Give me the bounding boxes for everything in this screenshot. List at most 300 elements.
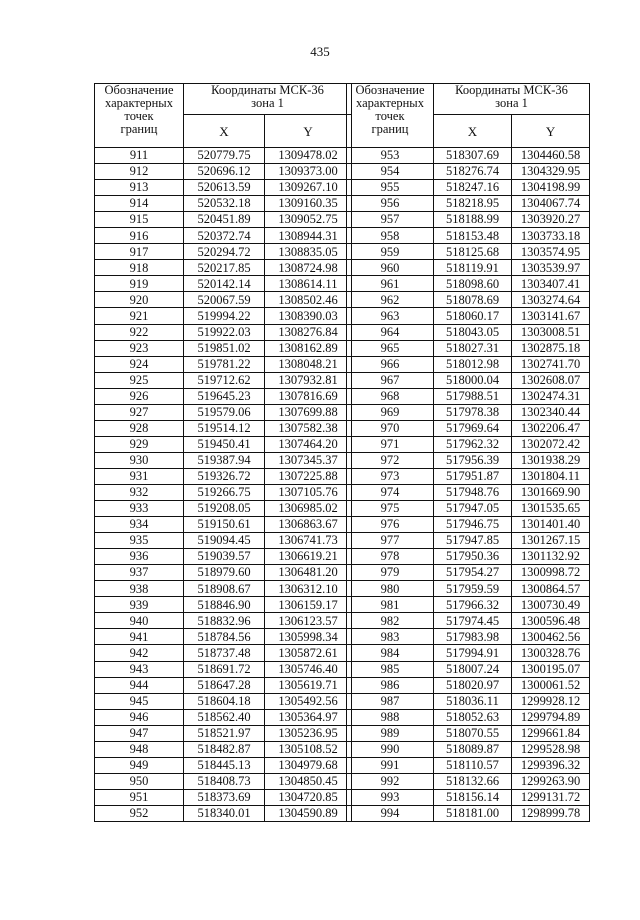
x-cell: 519387.94 [184, 452, 265, 468]
x-cell: 518125.68 [434, 244, 512, 260]
table-row [95, 452, 352, 468]
point-id-cell: 911 [95, 148, 184, 164]
point-id-cell: 946 [95, 709, 184, 725]
table-row [347, 292, 590, 308]
x-cell: 518089.87 [434, 741, 512, 757]
x-cell: 517956.39 [434, 452, 512, 468]
coordinate-system-header-line2: зона 1 [495, 96, 528, 110]
y-cell: 1306863.67 [265, 517, 352, 533]
y-header: Y [265, 115, 352, 148]
y-cell: 1309373.00 [265, 164, 352, 180]
point-id-cell: 933 [95, 501, 184, 517]
y-cell: 1301938.29 [512, 452, 590, 468]
point-id-cell: 941 [95, 629, 184, 645]
coordinate-system-header-line1: Координаты МСК-36 [455, 83, 568, 97]
table-row [347, 693, 590, 709]
table-row [347, 436, 590, 452]
point-id-cell: 936 [95, 549, 184, 565]
point-id-cell: 993 [347, 789, 434, 805]
y-cell: 1300462.56 [512, 629, 590, 645]
point-id-cell: 974 [347, 484, 434, 500]
point-id-cell: 927 [95, 404, 184, 420]
x-cell: 520372.74 [184, 228, 265, 244]
x-cell: 517983.98 [434, 629, 512, 645]
x-cell: 519450.41 [184, 436, 265, 452]
point-id-cell: 914 [95, 196, 184, 212]
table-row [95, 789, 352, 805]
x-cell: 518340.01 [184, 805, 265, 821]
x-cell: 519579.06 [184, 404, 265, 420]
table-row [95, 340, 352, 356]
y-cell: 1306123.57 [265, 613, 352, 629]
table-row [95, 228, 352, 244]
x-cell: 517978.38 [434, 404, 512, 420]
y-cell: 1304460.58 [512, 148, 590, 164]
table-row [95, 196, 352, 212]
x-cell: 518043.05 [434, 324, 512, 340]
y-cell: 1299528.98 [512, 741, 590, 757]
y-cell: 1303008.51 [512, 324, 590, 340]
point-id-cell: 991 [347, 757, 434, 773]
x-cell: 517962.32 [434, 436, 512, 452]
table-row [95, 629, 352, 645]
x-cell: 520142.14 [184, 276, 265, 292]
y-cell: 1304067.74 [512, 196, 590, 212]
table-row [95, 709, 352, 725]
table-row [347, 356, 590, 372]
x-cell: 518445.13 [184, 757, 265, 773]
y-cell: 1304329.95 [512, 164, 590, 180]
y-cell: 1307699.88 [265, 404, 352, 420]
y-cell: 1305619.71 [265, 677, 352, 693]
table-row [95, 404, 352, 420]
table-row [347, 757, 590, 773]
point-id-cell: 949 [95, 757, 184, 773]
table-row [347, 517, 590, 533]
point-label-header-line1: Обозначение [355, 83, 425, 97]
y-cell: 1307464.20 [265, 436, 352, 452]
x-cell: 518000.04 [434, 372, 512, 388]
x-cell: 518482.87 [184, 741, 265, 757]
x-cell: 518737.48 [184, 645, 265, 661]
y-cell: 1298999.78 [512, 805, 590, 821]
table-row [347, 196, 590, 212]
table-row [347, 533, 590, 549]
y-cell: 1307345.37 [265, 452, 352, 468]
point-id-cell: 943 [95, 661, 184, 677]
x-cell: 518832.96 [184, 613, 265, 629]
table-row [347, 501, 590, 517]
y-cell: 1299131.72 [512, 789, 590, 805]
table-row [347, 805, 590, 821]
point-id-cell: 942 [95, 645, 184, 661]
point-id-cell: 929 [95, 436, 184, 452]
table-row [95, 757, 352, 773]
table-row [95, 741, 352, 757]
table-row [347, 629, 590, 645]
y-cell: 1303733.18 [512, 228, 590, 244]
table-row [347, 645, 590, 661]
x-cell: 518027.31 [434, 340, 512, 356]
point-id-cell: 977 [347, 533, 434, 549]
table-row [95, 693, 352, 709]
x-cell: 520294.72 [184, 244, 265, 260]
point-id-cell: 969 [347, 404, 434, 420]
x-cell: 517974.45 [434, 613, 512, 629]
y-cell: 1304979.68 [265, 757, 352, 773]
point-label-header-line2: характерных [356, 96, 424, 110]
table-row [347, 484, 590, 500]
table-row [95, 613, 352, 629]
y-cell: 1305998.34 [265, 629, 352, 645]
point-id-cell: 948 [95, 741, 184, 757]
x-cell: 518188.99 [434, 212, 512, 228]
coordinates-table-right [346, 83, 590, 822]
point-id-cell: 958 [347, 228, 434, 244]
x-cell: 517994.91 [434, 645, 512, 661]
point-id-cell: 986 [347, 677, 434, 693]
x-cell: 518691.72 [184, 661, 265, 677]
point-id-cell: 960 [347, 260, 434, 276]
x-cell: 517946.75 [434, 517, 512, 533]
x-cell: 518078.69 [434, 292, 512, 308]
y-cell: 1306481.20 [265, 565, 352, 581]
y-cell: 1308390.03 [265, 308, 352, 324]
coordinate-system-header [184, 84, 352, 115]
x-cell: 518153.48 [434, 228, 512, 244]
x-cell: 517950.36 [434, 549, 512, 565]
y-cell: 1308162.89 [265, 340, 352, 356]
point-id-cell: 930 [95, 452, 184, 468]
table-row [347, 244, 590, 260]
point-id-cell: 957 [347, 212, 434, 228]
y-cell: 1308502.46 [265, 292, 352, 308]
x-cell: 518012.98 [434, 356, 512, 372]
table-row [347, 452, 590, 468]
x-cell: 518604.18 [184, 693, 265, 709]
y-cell: 1304850.45 [265, 773, 352, 789]
y-cell: 1304720.85 [265, 789, 352, 805]
x-cell: 519712.62 [184, 372, 265, 388]
y-cell: 1300730.49 [512, 597, 590, 613]
x-cell: 518276.74 [434, 164, 512, 180]
point-label-header-line4: границ [120, 122, 158, 136]
x-cell: 519922.03 [184, 324, 265, 340]
y-cell: 1309267.10 [265, 180, 352, 196]
point-id-cell: 937 [95, 565, 184, 581]
y-cell: 1306741.73 [265, 533, 352, 549]
x-cell: 518784.56 [184, 629, 265, 645]
table-row [95, 484, 352, 500]
table-row [347, 677, 590, 693]
y-cell: 1303407.41 [512, 276, 590, 292]
y-cell: 1302875.18 [512, 340, 590, 356]
point-id-cell: 947 [95, 725, 184, 741]
point-id-cell: 919 [95, 276, 184, 292]
table-row [347, 613, 590, 629]
x-cell: 519208.05 [184, 501, 265, 517]
point-id-cell: 961 [347, 276, 434, 292]
y-cell: 1302474.31 [512, 388, 590, 404]
point-id-cell: 989 [347, 725, 434, 741]
x-cell: 519645.23 [184, 388, 265, 404]
table-row [95, 661, 352, 677]
y-cell: 1305872.61 [265, 645, 352, 661]
y-cell: 1300061.52 [512, 677, 590, 693]
y-cell: 1303141.67 [512, 308, 590, 324]
point-id-cell: 987 [347, 693, 434, 709]
y-cell: 1300195.07 [512, 661, 590, 677]
point-id-cell: 982 [347, 613, 434, 629]
y-cell: 1303574.95 [512, 244, 590, 260]
table-row [347, 404, 590, 420]
x-cell: 518119.91 [434, 260, 512, 276]
x-cell: 518156.14 [434, 789, 512, 805]
table-row [95, 260, 352, 276]
point-id-cell: 972 [347, 452, 434, 468]
x-cell: 517947.85 [434, 533, 512, 549]
point-id-cell: 985 [347, 661, 434, 677]
x-cell: 518060.17 [434, 308, 512, 324]
x-cell: 518020.97 [434, 677, 512, 693]
y-cell: 1308724.98 [265, 260, 352, 276]
x-cell: 517951.87 [434, 468, 512, 484]
point-id-cell: 964 [347, 324, 434, 340]
point-id-cell: 959 [347, 244, 434, 260]
x-cell: 517947.05 [434, 501, 512, 517]
y-cell: 1308614.11 [265, 276, 352, 292]
x-cell: 518562.40 [184, 709, 265, 725]
x-cell: 518979.60 [184, 565, 265, 581]
y-cell: 1307932.81 [265, 372, 352, 388]
y-cell: 1302206.47 [512, 420, 590, 436]
y-cell: 1301401.40 [512, 517, 590, 533]
x-cell: 520696.12 [184, 164, 265, 180]
table-row [347, 276, 590, 292]
table-row [347, 789, 590, 805]
x-cell: 518181.00 [434, 805, 512, 821]
y-cell: 1301804.11 [512, 468, 590, 484]
y-cell: 1306312.10 [265, 581, 352, 597]
x-cell: 519326.72 [184, 468, 265, 484]
x-cell: 518908.67 [184, 581, 265, 597]
point-id-cell: 950 [95, 773, 184, 789]
point-id-cell: 928 [95, 420, 184, 436]
point-id-cell: 984 [347, 645, 434, 661]
point-id-cell: 962 [347, 292, 434, 308]
y-cell: 1302741.70 [512, 356, 590, 372]
table-row [95, 597, 352, 613]
point-id-cell: 932 [95, 484, 184, 500]
table-row [95, 164, 352, 180]
point-id-cell: 971 [347, 436, 434, 452]
point-id-cell: 926 [95, 388, 184, 404]
table-row [347, 164, 590, 180]
y-cell: 1306159.17 [265, 597, 352, 613]
y-cell: 1299928.12 [512, 693, 590, 709]
table-row [347, 549, 590, 565]
y-cell: 1302072.42 [512, 436, 590, 452]
table-row [347, 228, 590, 244]
y-cell: 1304590.89 [265, 805, 352, 821]
table-row [347, 468, 590, 484]
table-row [95, 581, 352, 597]
point-id-cell: 939 [95, 597, 184, 613]
point-label-header-line2: характерных [105, 96, 173, 110]
point-id-cell: 973 [347, 468, 434, 484]
y-cell: 1305236.95 [265, 725, 352, 741]
point-id-cell: 917 [95, 244, 184, 260]
point-id-cell: 925 [95, 372, 184, 388]
point-id-cell: 934 [95, 517, 184, 533]
x-cell: 519094.45 [184, 533, 265, 549]
table-row [95, 436, 352, 452]
table-row [347, 597, 590, 613]
x-cell: 520779.75 [184, 148, 265, 164]
x-cell: 519994.22 [184, 308, 265, 324]
y-cell: 1301669.90 [512, 484, 590, 500]
x-header: X [184, 115, 265, 148]
table-row [347, 565, 590, 581]
point-id-cell: 992 [347, 773, 434, 789]
y-cell: 1306985.02 [265, 501, 352, 517]
point-id-cell: 967 [347, 372, 434, 388]
table-row [95, 292, 352, 308]
table-row [347, 581, 590, 597]
table-row [95, 148, 352, 164]
point-id-cell: 951 [95, 789, 184, 805]
y-cell: 1303539.97 [512, 260, 590, 276]
table-row [95, 372, 352, 388]
x-cell: 518373.69 [184, 789, 265, 805]
point-label-header-line3: точек [124, 109, 154, 123]
x-cell: 518307.69 [434, 148, 512, 164]
point-id-cell: 978 [347, 549, 434, 565]
y-cell: 1309052.75 [265, 212, 352, 228]
point-label-header [347, 84, 434, 148]
y-cell: 1302340.44 [512, 404, 590, 420]
y-cell: 1309160.35 [265, 196, 352, 212]
table-row [347, 260, 590, 276]
y-cell: 1305364.97 [265, 709, 352, 725]
table-row [95, 324, 352, 340]
table-row [95, 773, 352, 789]
point-id-cell: 994 [347, 805, 434, 821]
y-cell: 1300596.48 [512, 613, 590, 629]
table-row [347, 741, 590, 757]
x-cell: 520067.59 [184, 292, 265, 308]
coordinate-system-header [434, 84, 590, 115]
y-cell: 1304198.99 [512, 180, 590, 196]
point-id-cell: 988 [347, 709, 434, 725]
y-cell: 1302608.07 [512, 372, 590, 388]
y-cell: 1300998.72 [512, 565, 590, 581]
table-row [95, 356, 352, 372]
y-header: Y [512, 115, 590, 148]
y-cell: 1305492.56 [265, 693, 352, 709]
y-cell: 1308048.21 [265, 356, 352, 372]
x-cell: 517948.76 [434, 484, 512, 500]
point-label-header [95, 84, 184, 148]
y-cell: 1305746.40 [265, 661, 352, 677]
point-id-cell: 955 [347, 180, 434, 196]
x-cell: 520613.59 [184, 180, 265, 196]
point-id-cell: 981 [347, 597, 434, 613]
table-body-left [95, 148, 352, 822]
x-cell: 517969.64 [434, 420, 512, 436]
y-cell: 1307225.88 [265, 468, 352, 484]
x-cell: 517966.32 [434, 597, 512, 613]
table-row [347, 372, 590, 388]
point-id-cell: 976 [347, 517, 434, 533]
y-cell: 1305108.52 [265, 741, 352, 757]
x-cell: 518247.16 [434, 180, 512, 196]
x-cell: 518521.97 [184, 725, 265, 741]
x-cell: 518218.95 [434, 196, 512, 212]
y-cell: 1299661.84 [512, 725, 590, 741]
point-id-cell: 931 [95, 468, 184, 484]
table-row [347, 308, 590, 324]
page-number: 435 [310, 44, 330, 59]
x-cell: 519514.12 [184, 420, 265, 436]
point-label-header-line3: точек [375, 109, 405, 123]
table-row [347, 420, 590, 436]
point-id-cell: 922 [95, 324, 184, 340]
point-label-header-line4: границ [371, 122, 409, 136]
y-cell: 1299263.90 [512, 773, 590, 789]
coordinate-system-header-line1: Координаты МСК-36 [211, 83, 324, 97]
table-row [347, 709, 590, 725]
x-cell: 518647.28 [184, 677, 265, 693]
table-row [347, 388, 590, 404]
table-row [95, 677, 352, 693]
y-cell: 1300864.57 [512, 581, 590, 597]
table-row [95, 805, 352, 821]
x-cell: 519150.61 [184, 517, 265, 533]
x-cell: 517988.51 [434, 388, 512, 404]
point-id-cell: 913 [95, 180, 184, 196]
table-row [95, 276, 352, 292]
table-row [95, 212, 352, 228]
x-cell: 518036.11 [434, 693, 512, 709]
table-row [95, 180, 352, 196]
y-cell: 1301267.15 [512, 533, 590, 549]
x-cell: 518052.63 [434, 709, 512, 725]
table-row [95, 501, 352, 517]
y-cell: 1300328.76 [512, 645, 590, 661]
point-id-cell: 912 [95, 164, 184, 180]
x-cell: 517959.59 [434, 581, 512, 597]
y-cell: 1299794.89 [512, 709, 590, 725]
x-cell: 520451.89 [184, 212, 265, 228]
x-cell: 519266.75 [184, 484, 265, 500]
table-row [95, 645, 352, 661]
point-id-cell: 970 [347, 420, 434, 436]
point-id-cell: 935 [95, 533, 184, 549]
x-cell: 519781.22 [184, 356, 265, 372]
y-cell: 1308944.31 [265, 228, 352, 244]
x-cell: 518408.73 [184, 773, 265, 789]
point-id-cell: 944 [95, 677, 184, 693]
coordinates-table-left [94, 83, 352, 822]
x-cell: 519851.02 [184, 340, 265, 356]
y-cell: 1301132.92 [512, 549, 590, 565]
point-id-cell: 924 [95, 356, 184, 372]
point-id-cell: 940 [95, 613, 184, 629]
table-row [347, 212, 590, 228]
y-cell: 1303920.27 [512, 212, 590, 228]
table-row [347, 340, 590, 356]
